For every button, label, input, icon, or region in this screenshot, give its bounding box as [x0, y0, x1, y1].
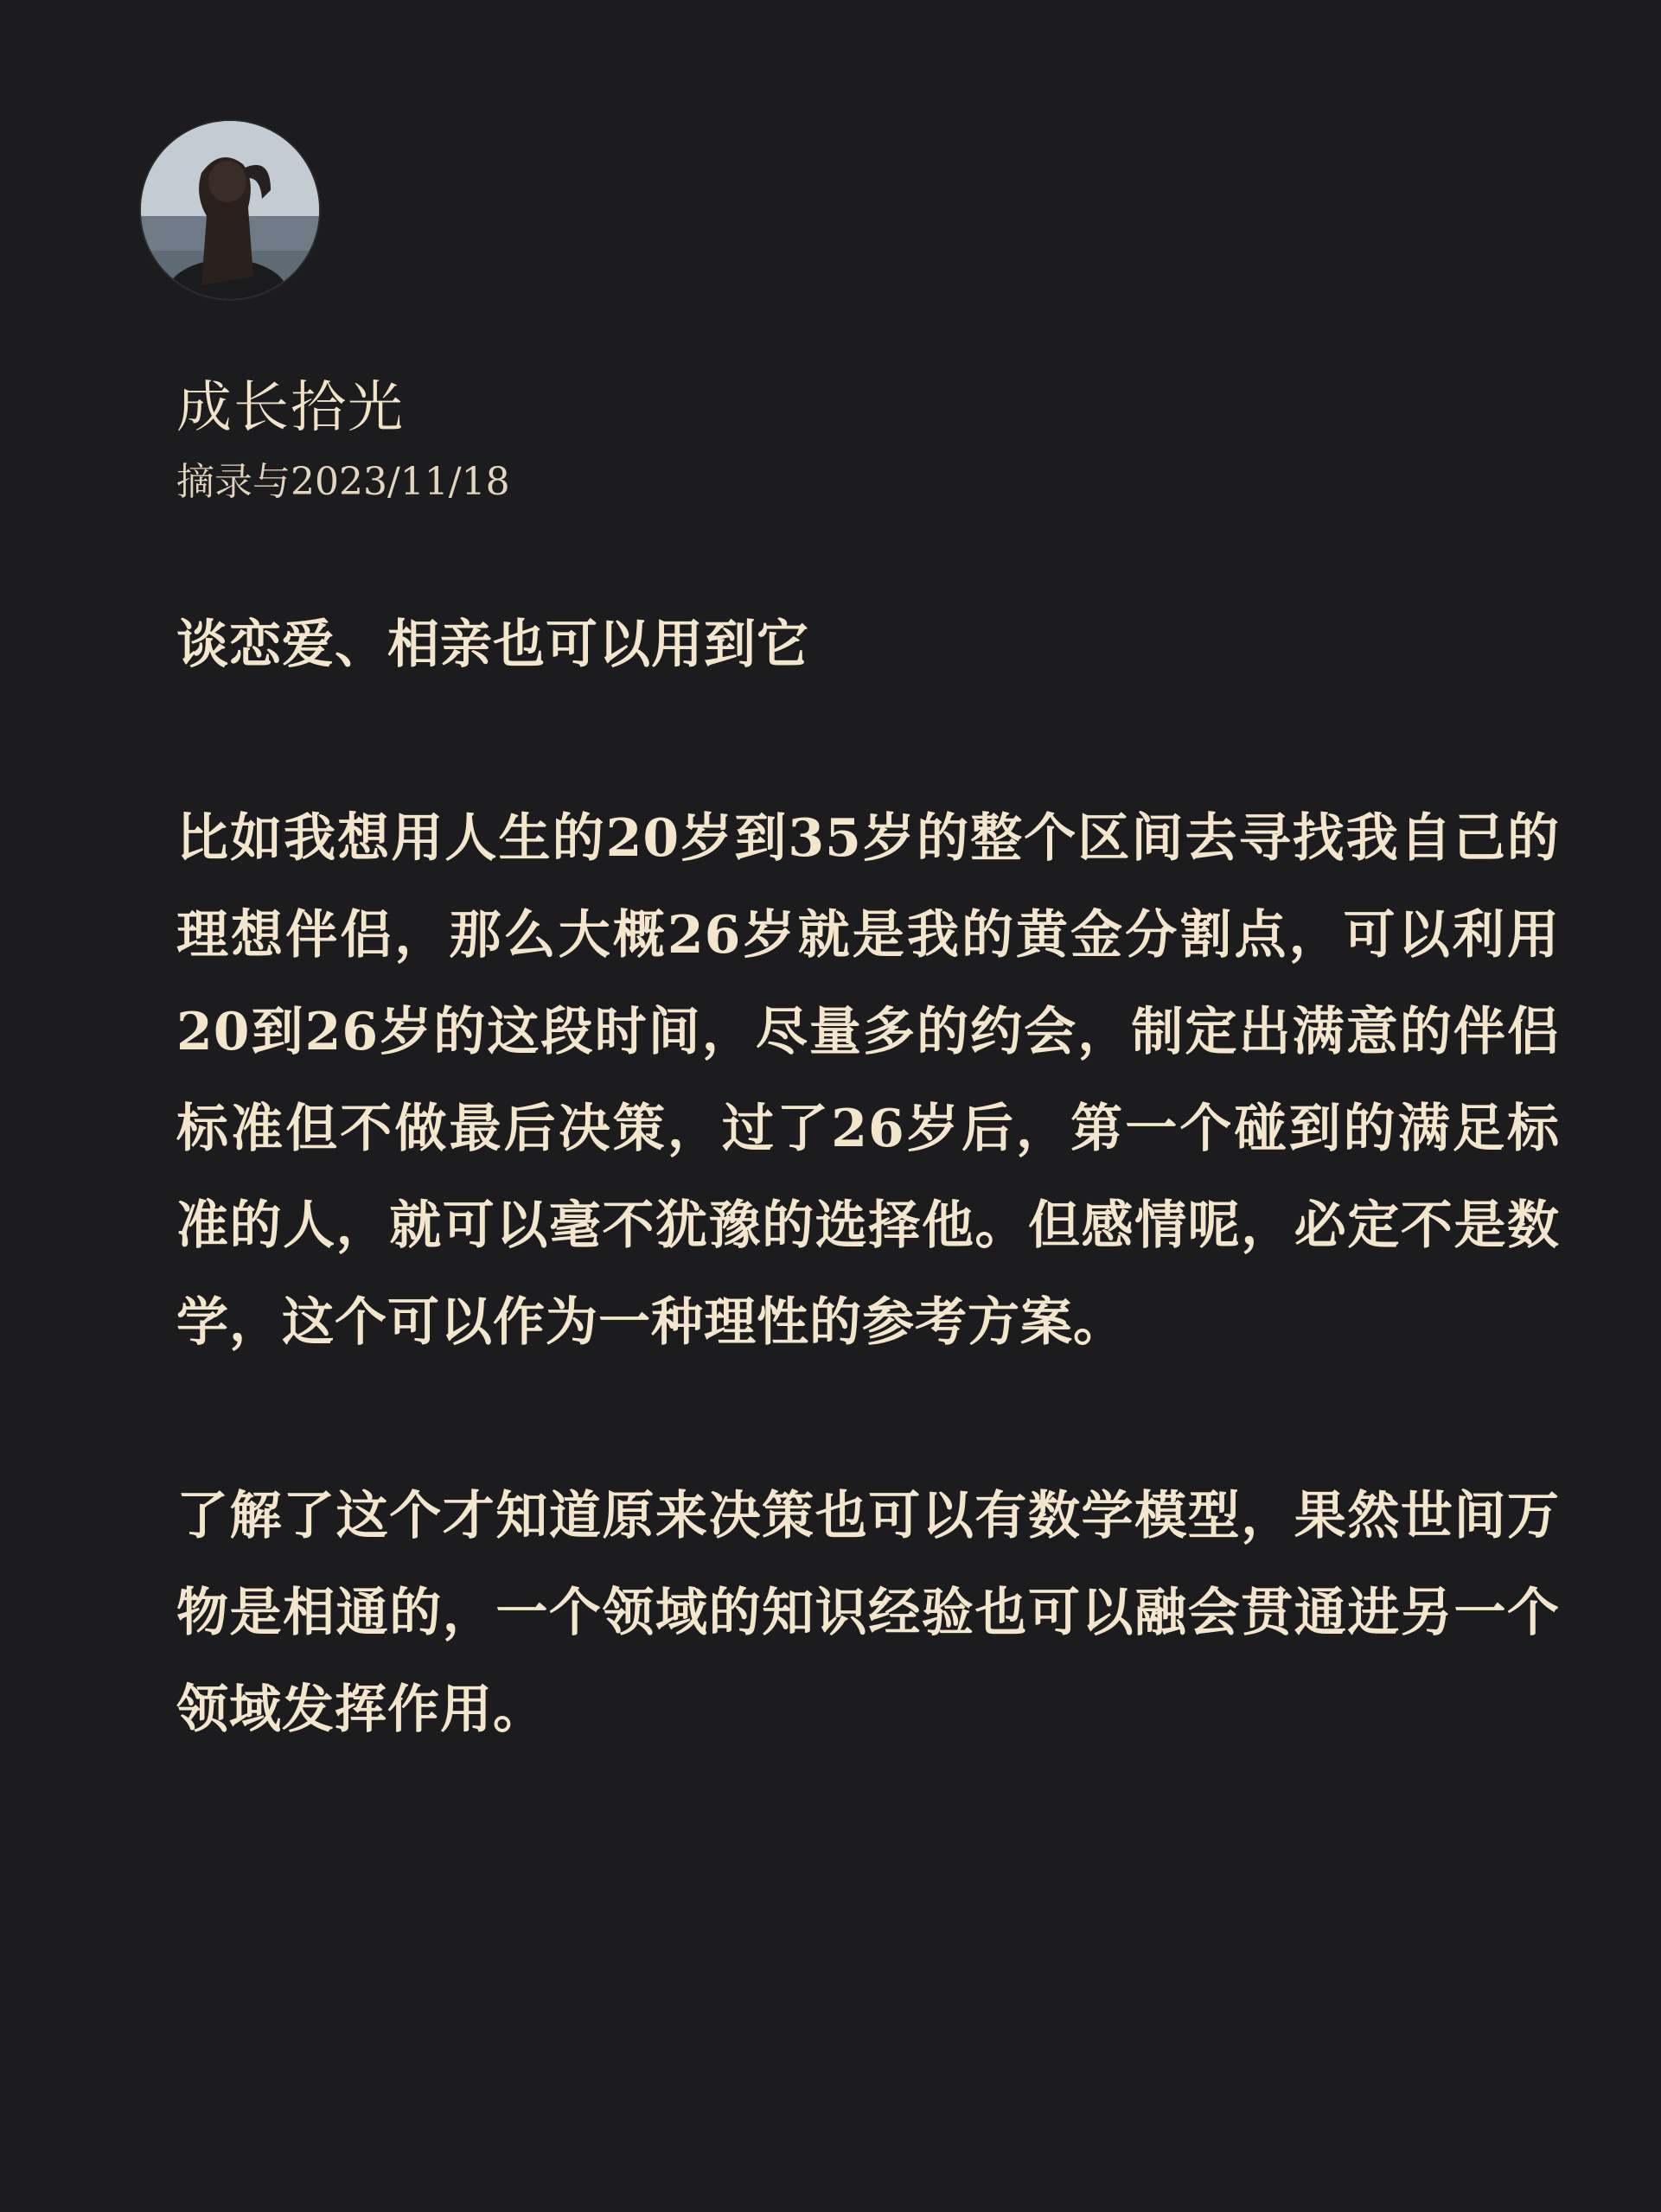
paragraph: 了解了这个才知道原来决策也可以有数学模型，果然世间万物是相通的，一个领域的知识经验也可以融会贯通进另一个领域发挥作用。 — [176, 1486, 1560, 1740]
author-name[interactable]: 成长拾光 — [176, 376, 405, 440]
avatar[interactable] — [141, 121, 319, 299]
avatar-photo — [141, 121, 319, 299]
excerpt-date: 摘录与2023/11/18 — [176, 460, 510, 504]
paragraph: 比如我想用人生的20岁到35岁的整个区间去寻找我自己的理想伴侣，那么大概26岁就是我的黄金分割点，可以利用20到26岁的这段时间，尽量多的约会，制定出满意的伴侣标准但不做最后决策，过了26岁后，第一个碰到的满足标准的人，就可以毫不犹豫的选择他。但感情呢，必定不是数学，这个可以作为一种理性的参考方案。 — [176, 808, 1560, 1353]
paragraph-heading: 谈恋爱、相亲也可以用到它 — [176, 615, 809, 675]
watermark — [692, 2152, 977, 2190]
article-body — [176, 596, 1560, 1855]
